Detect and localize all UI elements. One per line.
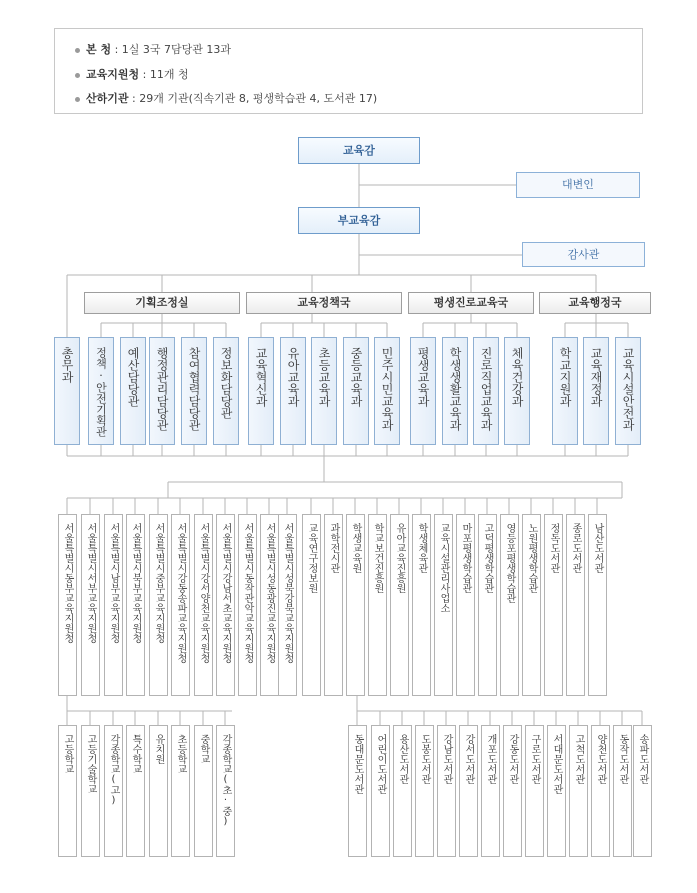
row3-label: 서울특별시강동송파교육지원청: [175, 523, 186, 663]
row4-box: [348, 725, 367, 857]
row3-label: 서울특별시강남서초교육지원청: [220, 523, 231, 663]
row4-label: 고등학교: [62, 734, 73, 774]
row4-label: 동작도서관: [617, 734, 628, 784]
row3-label: 교육시설관리사업소: [438, 523, 449, 613]
department-box: [248, 337, 274, 445]
department-label: 학생생활교육과: [448, 347, 462, 431]
row3-label: 서울특별시북부교육지원청: [130, 523, 141, 643]
department-label: 진로직업교육과: [479, 347, 493, 431]
row3-box: [238, 514, 257, 696]
department-label: 예산담당관: [126, 347, 140, 407]
row3-label: 서울특별시남부교육지원청: [108, 523, 119, 643]
department-box: [311, 337, 337, 445]
department-box: [213, 337, 239, 445]
row4-box: [547, 725, 566, 857]
row3-box: [368, 514, 387, 696]
department-label: 정보화담당관: [219, 347, 233, 419]
audit-box: 감사관: [522, 242, 645, 267]
department-label: 교육혁신과: [254, 347, 268, 407]
department-box: [149, 337, 175, 445]
row4-label: 고척도서관: [573, 734, 584, 784]
row4-box: [459, 725, 478, 857]
row3-box: [566, 514, 585, 696]
row3-box: [346, 514, 365, 696]
row3-connectors: [67, 498, 597, 514]
row4-box: [633, 725, 652, 857]
department-box: [374, 337, 400, 445]
row3-box: [324, 514, 343, 696]
row3-box: [58, 514, 77, 696]
row4-box: [371, 725, 390, 857]
row4-label: 송파도서관: [637, 734, 648, 784]
bureau-policy: 교육정책국: [246, 292, 402, 314]
superintendent-box: 교육감: [298, 137, 420, 164]
row4-label: 각종학교(고): [108, 734, 119, 806]
row3-box: [456, 514, 475, 696]
row3-box: [278, 514, 297, 696]
row3-label: 서울특별시성북강북교육지원청: [282, 523, 293, 663]
row3-label: 학생교육원: [350, 523, 361, 573]
department-box: [54, 337, 80, 445]
row4-label: 서대문도서관: [551, 734, 562, 794]
row3-box: [544, 514, 563, 696]
row4-label: 구로도서관: [529, 734, 540, 784]
row3-box: [149, 514, 168, 696]
row3-label: 학교보건진흥원: [372, 523, 383, 593]
row4-box: [415, 725, 434, 857]
department-label: 정책·안전기획관: [94, 347, 108, 437]
row3-box: [81, 514, 100, 696]
row4-label: 각종학교(초·중): [220, 734, 231, 827]
department-label: 초등교육과: [317, 347, 331, 407]
row3-box: [390, 514, 409, 696]
department-label: 총무과: [60, 347, 74, 383]
row4-box: [503, 725, 522, 857]
department-box: [88, 337, 114, 445]
row3-label: 마포평생학습관: [460, 523, 471, 593]
row4-label: 강동도서관: [507, 734, 518, 784]
row4-label: 도봉도서관: [419, 734, 430, 784]
department-box: [120, 337, 146, 445]
bureau-admin: 교육행정국: [539, 292, 651, 314]
row3-label: 과학전시관: [328, 523, 339, 573]
row3-label: 서울특별시서부교육지원청: [85, 523, 96, 643]
summary-row-affiliated: 산하기관 : 29개 기관(직속기관 8, 평생학습관 4, 도서관 17): [75, 90, 377, 106]
row4-label: 강서도서관: [463, 734, 474, 784]
summary-value: 29개 기관(직속기관 8, 평생학습관 4, 도서관 17): [139, 92, 378, 105]
department-label: 체육건강과: [510, 347, 524, 407]
department-box: [442, 337, 468, 445]
row4-box: [58, 725, 77, 857]
row3-box: [412, 514, 431, 696]
department-box: [504, 337, 530, 445]
department-label: 행정관리담당관: [155, 347, 169, 431]
row4-box: [104, 725, 123, 857]
department-label: 중등교육과: [349, 347, 363, 407]
summary-label: 산하기관: [86, 92, 129, 105]
bureau-lifelong: 평생진로교육국: [408, 292, 534, 314]
row4-label: 개포도서관: [485, 734, 496, 784]
row4-box: [481, 725, 500, 857]
department-label: 유아교육과: [286, 347, 300, 407]
row4-label: 동대문도서관: [352, 734, 363, 794]
department-label: 참여협력담당관: [187, 347, 201, 431]
row3-box: [434, 514, 453, 696]
row4-box: [393, 725, 412, 857]
department-box: [583, 337, 609, 445]
row4-box: [194, 725, 213, 857]
row4-box: [569, 725, 588, 857]
row3-box: [302, 514, 321, 696]
row3-label: 종로도서관: [570, 523, 581, 573]
summary-row-headquarters: 본 청 : 1실 3국 7담당관 13과: [75, 41, 231, 57]
department-label: 교육시설안전과: [621, 347, 635, 431]
summary-label: 교육지원청: [86, 68, 140, 81]
row3-box: [500, 514, 519, 696]
row3-label: 서울특별시중부교육지원청: [153, 523, 164, 643]
bureau-planning: 기획조정실: [84, 292, 240, 314]
row4-box: [149, 725, 168, 857]
department-box: [615, 337, 641, 445]
department-box: [280, 337, 306, 445]
row3-label: 교육연구정보원: [306, 523, 317, 593]
summary-row-district-offices: 교육지원청 : 11개 청: [75, 66, 189, 82]
row4-label: 고등기술학교: [85, 734, 96, 794]
row4-label: 초등학교: [175, 734, 186, 774]
row4-label: 양천도서관: [595, 734, 606, 784]
department-label: 민주시민교육과: [380, 347, 394, 431]
row3-label: 고덕평생학습관: [482, 523, 493, 593]
row4-box: [525, 725, 544, 857]
row3-box: [126, 514, 145, 696]
row4-box: [81, 725, 100, 857]
department-label: 평생교육과: [416, 347, 430, 407]
department-label: 학교지원과: [558, 347, 572, 407]
row3-box: [171, 514, 190, 696]
row3-label: 학생체육관: [416, 523, 427, 573]
department-label: 교육재정과: [589, 347, 603, 407]
row3-label: 서울특별시동부교육지원청: [62, 523, 73, 643]
row3-label: 남산도서관: [592, 523, 603, 573]
row4-connectors: [67, 711, 642, 725]
row4-label: 중학교: [198, 734, 209, 764]
summary-value: 1실 3국 7담당관 13과: [121, 43, 232, 56]
row3-box: [588, 514, 607, 696]
row3-box: [260, 514, 279, 696]
row3-box: [478, 514, 497, 696]
row3-label: 유아교육진흥원: [394, 523, 405, 593]
row3-box: [522, 514, 541, 696]
summary-label: 본 청: [86, 43, 112, 56]
row3-label: 서울특별시강서양천교육지원청: [198, 523, 209, 663]
row3-label: 서울특별시성동광진교육지원청: [264, 523, 275, 663]
row4-box: [613, 725, 632, 857]
row4-box: [216, 725, 235, 857]
row3-box: [216, 514, 235, 696]
row3-box: [104, 514, 123, 696]
row4-label: 특수학교: [130, 734, 141, 774]
row4-box: [126, 725, 145, 857]
department-box: [473, 337, 499, 445]
department-box: [410, 337, 436, 445]
row3-label: 영등포평생학습관: [504, 523, 515, 603]
row4-box: [591, 725, 610, 857]
department-box: [181, 337, 207, 445]
summary-value: 11개 청: [149, 68, 189, 81]
vice-superintendent-box: 부교육감: [298, 207, 420, 234]
department-box: [343, 337, 369, 445]
spokesperson-box: 대변인: [516, 172, 640, 198]
row4-box: [437, 725, 456, 857]
row4-label: 유치원: [153, 734, 164, 764]
row4-label: 용산도서관: [397, 734, 408, 784]
row3-label: 서울특별시동작관악교육지원청: [242, 523, 253, 663]
row4-box: [171, 725, 190, 857]
row4-label: 강남도서관: [441, 734, 452, 784]
row4-label: 어린이도서관: [375, 734, 386, 794]
row3-label: 정독도서관: [548, 523, 559, 573]
department-box: [552, 337, 578, 445]
row3-box: [194, 514, 213, 696]
row3-label: 노원평생학습관: [526, 523, 537, 593]
